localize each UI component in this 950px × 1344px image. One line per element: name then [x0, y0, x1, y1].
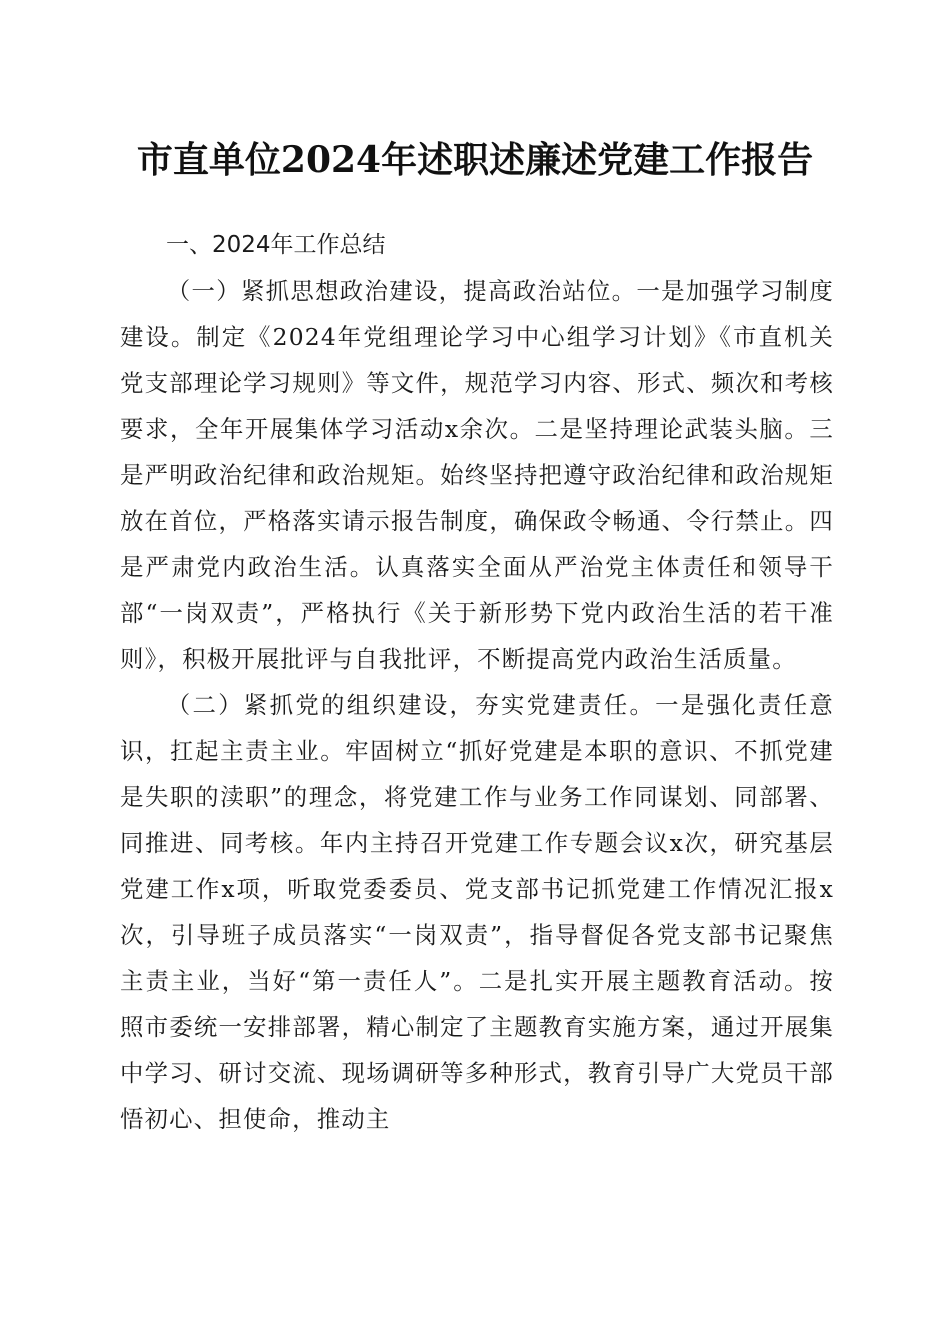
paragraph-organizational-building: （二）紧抓党的组织建设，夯实党建责任。一是强化责任意识，扛起主责主业。牢固树立“抓好党建是本职的意识、不抓党建是失职的渎职”的理念，将党建工作与业务工作同谋划、同部署、同推进、同考核。年内主持召开党建工作专题会议x次，研究基层党建工作x项，听取党委委员、党支部书记抓党建工作情况汇报x次，引导班子成员落实“一岗双责”，指导督促各党支部书记聚焦主责主业，当好“第一责任人”。二是扎实开展主题教育活动。按照市委统一安排部署，精心制定了主题教育实施方案，通过开展集中学习、研讨交流、现场调研等多种形式，教育引导广大党员干部悟初心、担使命，推动主 [120, 691, 834, 1133]
document-title: 市直单位2024年述职述廉述党建工作报告 [136, 139, 814, 181]
section-heading: 一、2024年工作总结 [166, 232, 386, 258]
document-body [120, 222, 834, 1142]
paragraph-ideological-building: （一）紧抓思想政治建设，提高政治站位。一是加强学习制度建设。制定《2024年党组理论学习中心组学习计划》《市直机关党支部理论学习规则》等文件，规范学习内容、形式、频次和考核要求，全年开展集体学习活动x余次。二是坚持理论武装头脑。三是严明政治纪律和政治规矩。始终坚持把遵守政治纪律和政治规矩放在首位，严格落实请示报告制度，确保政令畅通、令行禁止。四是严肃党内政治生活。认真落实全面从严治党主体责任和领导干部“一岗双责”，严格执行《关于新形势下党内政治生活的若干准则》，积极开展批评与自我批评，不断提高党内政治生活质量。 [120, 277, 834, 673]
